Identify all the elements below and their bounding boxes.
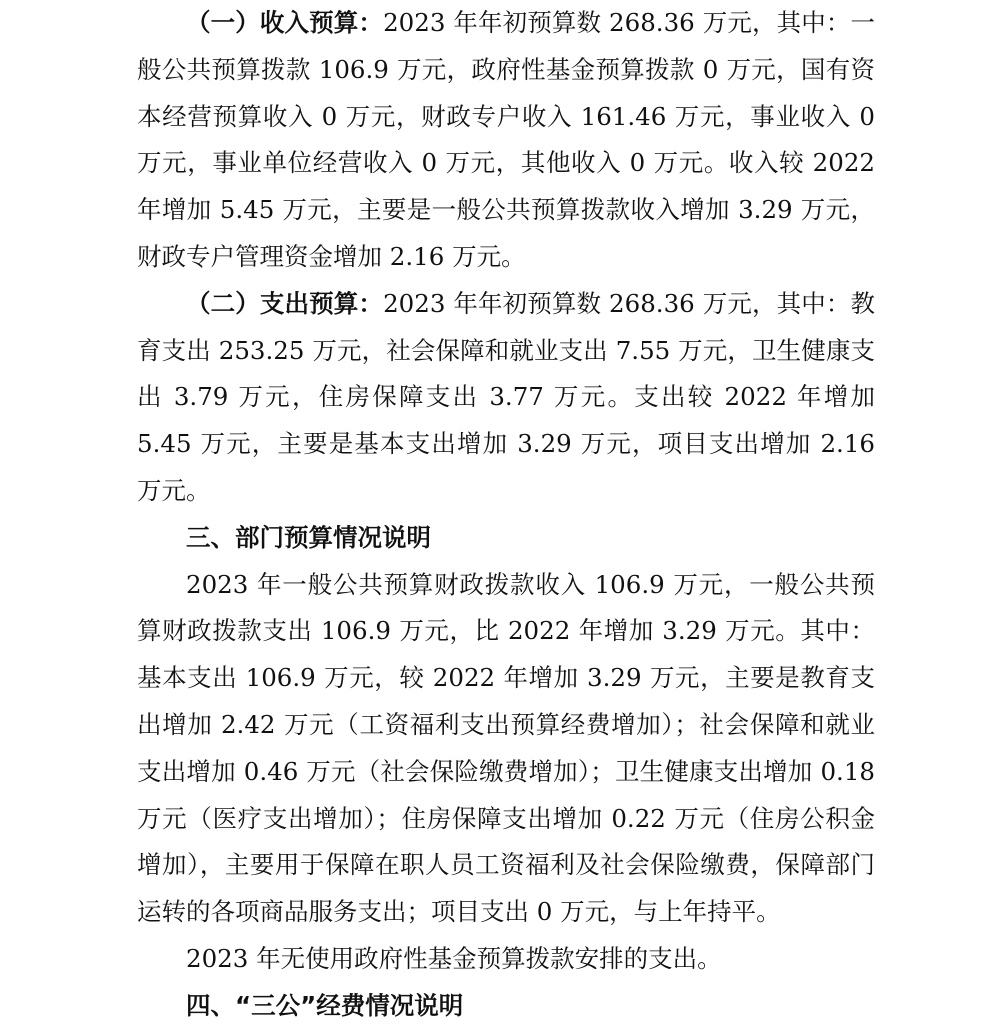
paragraph-government-fund: 2023 年无使用政府性基金预算拨款安排的支出。 bbox=[186, 943, 722, 973]
income-budget-text: 2023 年年初预算数 268.36 万元，其中：一般公共预算拨款 106.9 万元，政府性基金预算拨款 0 万元，国有资本经营预算收入 0 万元，财政专户收入 161.46 万元，事业收入 0 万元，事业单位经营收入 0 万元，其他收入 0 万元。收入较 2022 年增加 5.45 万元，主要是一般公共预算拨款收入增加 3.29 万元，财政专户管理资金增加 2.16 万元。 bbox=[137, 8, 875, 271]
paragraph-expense-budget bbox=[137, 281, 875, 515]
income-budget-label: （一）收入预算： bbox=[186, 8, 384, 37]
expense-budget-label: （二）支出预算： bbox=[186, 288, 384, 318]
expense-budget-text: 2023 年年初预算数 268.36 万元，其中：教育支出 253.25 万元，社会保障和就业支出 7.55 万元，卫生健康支出 3.79 万元，住房保障支出 3.77 万元。支出较 2022 年增加 5.45 万元，主要是基本支出增加 3.29 万元，项目支出增加 2.16 万元。 bbox=[137, 288, 875, 505]
document-body bbox=[137, 0, 875, 1030]
paragraph-income-budget bbox=[137, 0, 875, 281]
paragraph-general-budget: 2023 年一般公共预算财政拨款收入 106.9 万元，一般公共预算财政拨款支出 106.9 万元，比 2022 年增加 3.29 万元。其中：基本支出 106.9 万元，较 2022 年增加 3.29 万元，主要是教育支出增加 2.42 万元（工资福利支出预算经费增加）；社会保障和就业支出增加 0.46 万元（社会保险缴费增加）；卫生健康支出增加 0.18 万元（医疗支出增加）；住房保障支出增加 0.22 万元（住房公积金增加），主要用于保障在职人员工资福利及社会保险缴费，保障部门运转的各项商品服务支出；项目支出 0 万元，与上年持平。 bbox=[137, 569, 875, 927]
section-heading-3: 三、部门预算情况说明 bbox=[186, 522, 431, 552]
section-heading-4: 四、“三公”经费情况说明 bbox=[186, 990, 464, 1020]
